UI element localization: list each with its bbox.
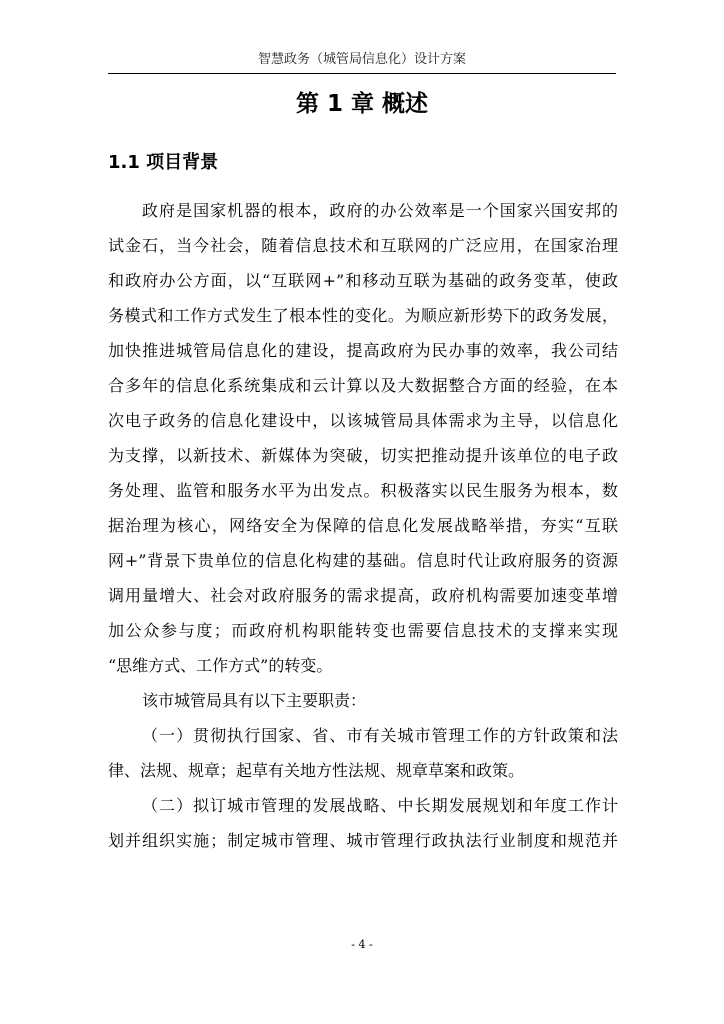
running-header: 智慧政务（城管局信息化）设计方案 [257,52,466,67]
paragraph-line: 网+”背景下贵单位的信息化构建的基础。信息时代让政府服务的资源 [108,551,618,570]
paragraph-line: 调用量增大、社会对政府服务的需求提高，政府机构需要加速变革增 [108,586,618,605]
paragraph-line: 合多年的信息化系统集成和云计算以及大数据整合方面的经验，在本 [108,376,618,395]
paragraph-line: 为支撑，以新技术、新媒体为突破，切实把推动提升该单位的电子政 [108,446,618,465]
paragraph-line: 政府是国家机器的根本，政府的办公效率是一个国家兴国安邦的 [142,201,618,220]
paragraph-line: （二）拟订城市管理的发展战略、中长期发展规划和年度工作计 [142,796,618,815]
paragraph-line: 和政府办公方面，以“互联网+”和移动互联为基础的政务变革，使政 [108,271,618,290]
paragraph-line: （一）贯彻执行国家、省、市有关城市管理工作的方针政策和法 [142,726,618,745]
paragraph-line: 划并组织实施；制定城市管理、城市管理行政执法行业制度和规范并 [108,831,618,850]
paragraph-line: 务处理、监管和服务水平为出发点。积极落实以民生服务为根本，数 [108,481,618,500]
paragraph-line: 律、法规、规章；起草有关地方性法规、规章草案和政策。 [108,761,525,780]
section-title: 1.1 项目背景 [108,152,219,173]
paragraph-line: 加快推进城管局信息化的建设，提高政府为民办事的效率，我公司结 [108,341,618,360]
paragraph-line: 务模式和工作方式发生了根本性的变化。为顺应新形势下的政务发展， [108,306,618,325]
page-number: - 4 - [351,938,373,951]
body-text [108,193,618,858]
paragraph-line: 试金石，当今社会，随着信息技术和互联网的广泛应用，在国家治理 [108,236,618,255]
paragraph-line: 加公众参与度；而政府机构职能转变也需要信息技术的支撑来实现 [108,621,618,640]
paragraph-line: 次电子政务的信息化建设中，以该城管局具体需求为主导，以信息化 [108,411,618,430]
paragraph-line: 据治理为核心，网络安全为保障的信息化发展战略举措，夯实“互联 [108,516,618,535]
header-rule [108,73,616,74]
chapter-title: 第 1 章 概述 [295,91,429,117]
paragraph-line: 该市城管局具有以下主要职责： [142,691,367,710]
paragraph-line: “思维方式、工作方式”的转变。 [108,656,333,675]
